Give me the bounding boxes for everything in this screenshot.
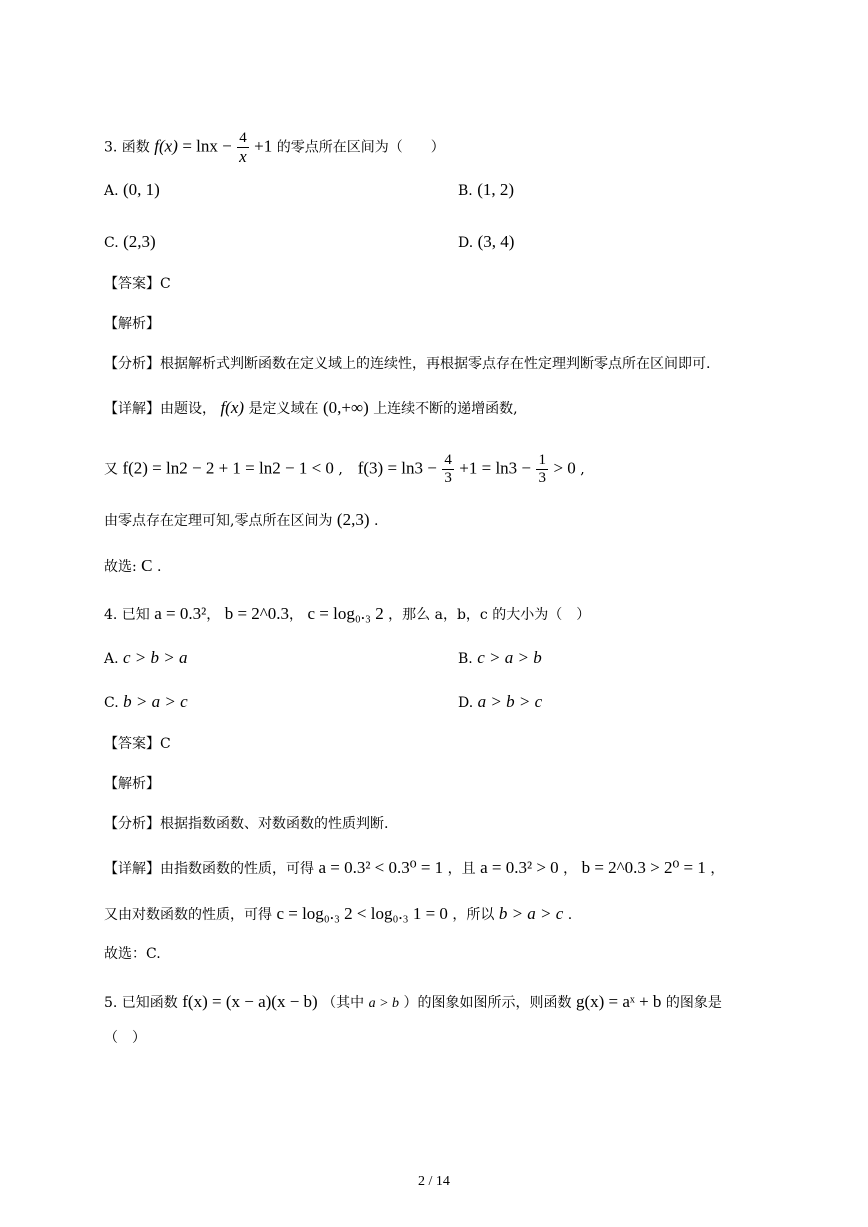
q3-detail: 【详解】由题设， f(x) 是定义域在 (0,+∞) 上连续不断的递增函数,	[104, 398, 518, 417]
q3-f3-expr: f(3) = ln3 −	[357, 458, 437, 478]
q3-conclusion: 由零点存在定理可知,零点所在区间为 (2,3) .	[104, 510, 379, 529]
q3-choose: 故选: C .	[104, 556, 162, 575]
q3-option-c: C. (2,3)	[104, 232, 156, 251]
q4-option-d: D. a > b > c	[458, 692, 543, 711]
q3-answer: 【答案】C	[104, 276, 171, 292]
q3-option-b: B. (1, 2)	[458, 180, 515, 199]
q3-stem-suffix: 的零点所在区间为（ ）	[276, 139, 445, 156]
q3-stem-prefix: 3. 函数	[104, 139, 150, 156]
q3-func-rhs-a: = lnx −	[182, 136, 232, 156]
q4-detail-2: 又由对数函数的性质，可得 c = log₀.₃ 2 < log₀.₃ 1 = 0 ，所以 b > a > c .	[104, 904, 573, 923]
q3-stem	[104, 130, 445, 165]
q4-analysis: 【分析】根据指数函数、对数函数的性质判断.	[104, 816, 389, 832]
q3-eval-line: 又 f(2) = ln2 − 2 + 1 = ln2 − 1 < 0 , f(3) = ln3 − $\frac{4}{3}$ +1 = ln3 − $\frac{1}{3}$ > 0 ,	[104, 452, 585, 486]
q4-option-a: A. c > b > a	[104, 648, 188, 667]
q4-answer: 【答案】C	[104, 736, 171, 752]
q4-jiexi: 【解析】	[104, 776, 160, 792]
q3-option-a: A. (0, 1)	[104, 180, 160, 199]
q3-f2-expr: f(2) = ln2 − 2 + 1 = ln2 − 1 < 0	[122, 458, 334, 478]
q5-stem: 5. 已知函数 f(x) = (x − a)(x − b) （其中 a > b ）的图象如图所示，则函数 g(x) = aˣ + b 的图象是	[104, 992, 722, 1011]
q3-jiexi: 【解析】	[104, 316, 160, 332]
page-number: 2 / 14	[418, 1174, 450, 1189]
q4-detail: 【详解】由指数函数的性质，可得 a = 0.3² < 0.3⁰ = 1 ，且 a = 0.3² > 0 ， b = 2^0.3 > 2⁰ = 1 ，	[104, 858, 725, 877]
q3-analysis: 【分析】根据解析式判断函数在定义域上的连续性，再根据零点存在性定理判断零点所在区间即可.	[104, 356, 711, 372]
q4-option-b: B. c > a > b	[458, 648, 542, 667]
q4-stem: 4. 已知 a = 0.3²， b = 2^0.3， c = log₀.₃ 2 ，那么 a，b，c 的大小为（ ）	[104, 604, 591, 623]
q3-func-lhs: f(x)	[154, 136, 178, 156]
q4-choose: 故选：C.	[104, 946, 161, 962]
q4-option-c: C. b > a > c	[104, 692, 188, 711]
q3-option-d: D. (3, 4)	[458, 232, 515, 251]
q5-stem-line2: （ ）	[104, 1030, 146, 1046]
q3-func-frac: $\frac{4}{x}$	[239, 130, 247, 166]
q3-func-rhs-b: +1	[254, 136, 273, 156]
